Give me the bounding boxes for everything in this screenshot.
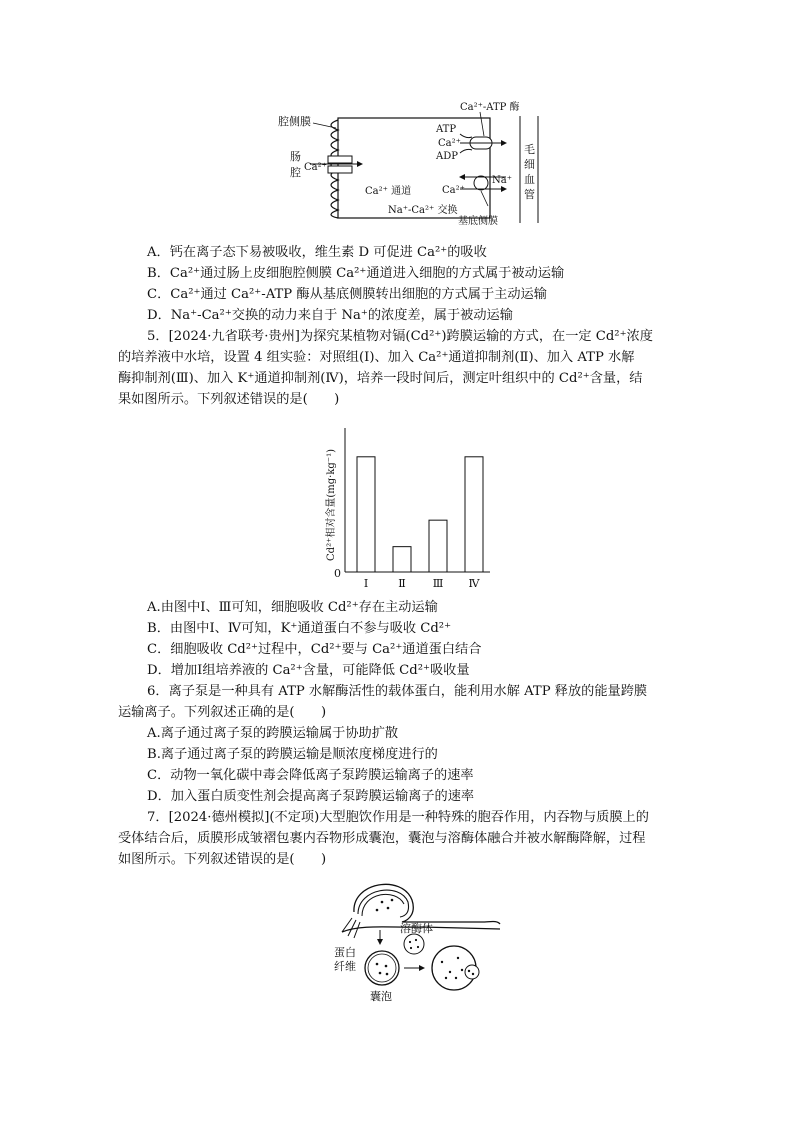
- cd-content-bar-chart: [318, 420, 498, 590]
- protein-fiber: [342, 918, 360, 938]
- q4-option-c: C．Ca²⁺通过 Ca²⁺-ATP 酶从基底侧膜转出细胞的方式属于主动运输: [147, 287, 547, 302]
- bar-1: [357, 457, 375, 572]
- q5-option-d: D．增加Ⅰ组培养液的 Ca²⁺含量，可能降低 Cd²⁺吸收量: [147, 663, 470, 678]
- lysosome: [404, 934, 424, 954]
- lumen-membrane-label: 腔侧膜: [278, 115, 311, 128]
- q4-option-b: B．Ca²⁺通过肠上皮细胞腔侧膜 Ca²⁺通道进入细胞的方式属于被动运输: [147, 266, 565, 281]
- na-ca-exchanger: [474, 176, 488, 190]
- protein-fiber-label-1: 蛋白: [334, 946, 356, 959]
- q5-option-a: A.由图中Ⅰ、Ⅲ可知，细胞吸收 Cd²⁺存在主动运输: [147, 600, 438, 615]
- capillary-label-3: 血: [524, 173, 535, 186]
- vesicle-label: 囊泡: [370, 990, 392, 1003]
- q5-option-b: B．由图中Ⅰ、Ⅳ可知，K⁺通道蛋白不参与吸收 Cd²⁺: [147, 621, 452, 636]
- exchanger-label: Na⁺-Ca²⁺ 交换: [388, 205, 458, 216]
- ca-atpase-label: Ca²⁺-ATP 酶: [460, 102, 520, 113]
- q6-stem-line-2: 运输离子。下列叙述正确的是( ): [118, 705, 327, 720]
- q6-option-d: D．加入蛋白质变性剂会提高离子泵跨膜运输离子的速率: [147, 789, 475, 804]
- epithelial-cell: [338, 118, 490, 218]
- q7-stem-line-3: 如图所示。下列叙述错误的是( ): [118, 852, 327, 867]
- ca-channel-label: Ca²⁺ 通道: [365, 186, 412, 197]
- lumen-label-2: 腔: [290, 166, 301, 179]
- q6-option-a: A.离子通过离子泵的跨膜运输属于协助扩散: [147, 726, 399, 741]
- bar-2: [393, 547, 411, 572]
- ca-exchange-label: Ca²⁺: [442, 185, 465, 196]
- q6-option-c: C．动物一氧化碳中毒会降低离子泵跨膜运输离子的速率: [147, 768, 474, 783]
- q4-option-a: A．钙在离子态下易被吸收，维生素 D 可促进 Ca²⁺的吸收: [147, 245, 487, 260]
- calcium-transport-diagram: [270, 98, 560, 228]
- macropinocytosis-diagram: [332, 872, 502, 1004]
- ca-channel: [328, 156, 352, 163]
- q4-option-d: D．Na⁺-Ca²⁺交换的动力来自于 Na⁺的浓度差，属于被动运输: [147, 308, 513, 323]
- atp-label: ATP: [436, 124, 457, 135]
- na-label: Na⁺: [492, 175, 512, 186]
- x-tick-label: Ⅰ: [363, 577, 369, 590]
- q5-stem-line-3: 酶抑制剂(Ⅲ)、加入 K⁺通道抑制剂(Ⅳ)，培养一段时间后，测定叶组织中的 Cd²⁺含量，结: [118, 371, 643, 386]
- lumen-label-1: 肠: [290, 150, 301, 163]
- q5-option-c: C．细胞吸收 Cd²⁺过程中，Cd²⁺要与 Ca²⁺通道蛋白结合: [147, 642, 482, 657]
- chart-y-axis-label: Cd²⁺相对含量(mg·kg⁻¹): [326, 449, 337, 561]
- x-tick-label: Ⅱ: [398, 577, 406, 590]
- q7-stem-line-1: 7．[2024·德州模拟](不定项)大型胞饮作用是一种特殊的胞吞作用，内吞物与质膜上的: [147, 810, 649, 825]
- q5-stem-line-4: 果如图所示。下列叙述错误的是( ): [118, 392, 340, 407]
- x-tick-label: Ⅳ: [468, 577, 480, 590]
- vesicle: [365, 951, 399, 985]
- q6-stem-line-1: 6．离子泵是一种具有 ATP 水解酶活性的载体蛋白，能利用水解 ATP 释放的能量跨膜: [147, 684, 648, 699]
- q7-stem-line-2: 受体结合后，质膜形成皱褶包裹内吞物形成囊泡，囊泡与溶酶体融合并被水解酶降解，过程: [118, 831, 646, 846]
- q5-stem-line-1: 5．[2024·九省联考·贵州]为探究某植物对镉(Cd²⁺)跨膜运输的方式，在一定 Cd²⁺浓度: [147, 329, 653, 344]
- basal-membrane-label: 基底侧膜: [458, 216, 498, 227]
- bar-3: [429, 520, 447, 572]
- q6-option-b: B.离子通过离子泵的跨膜运输是顺浓度梯度进行的: [147, 747, 438, 762]
- q5-stem-line-2: 的培养液中水培，设置 4 组实验：对照组(Ⅰ)、加入 Ca²⁺通道抑制剂(Ⅱ)、加入 ATP 水解: [118, 350, 635, 365]
- adp-label: ADP: [436, 151, 458, 162]
- capillary-label-4: 管: [524, 188, 535, 201]
- protein-fiber-label-2: 纤维: [334, 960, 356, 973]
- chart-origin-label: 0: [334, 567, 341, 580]
- membrane-ruffle: [354, 884, 500, 924]
- x-tick-label: Ⅲ: [432, 577, 444, 590]
- capillary-label-2: 细: [524, 158, 535, 171]
- bar-4: [465, 457, 483, 572]
- lysosome-label: 溶酶体: [400, 922, 433, 935]
- ca-lumen-label: Ca²⁺: [304, 162, 327, 173]
- ca-pump-label: Ca²⁺: [438, 138, 461, 149]
- capillary-label-1: 毛: [524, 143, 535, 156]
